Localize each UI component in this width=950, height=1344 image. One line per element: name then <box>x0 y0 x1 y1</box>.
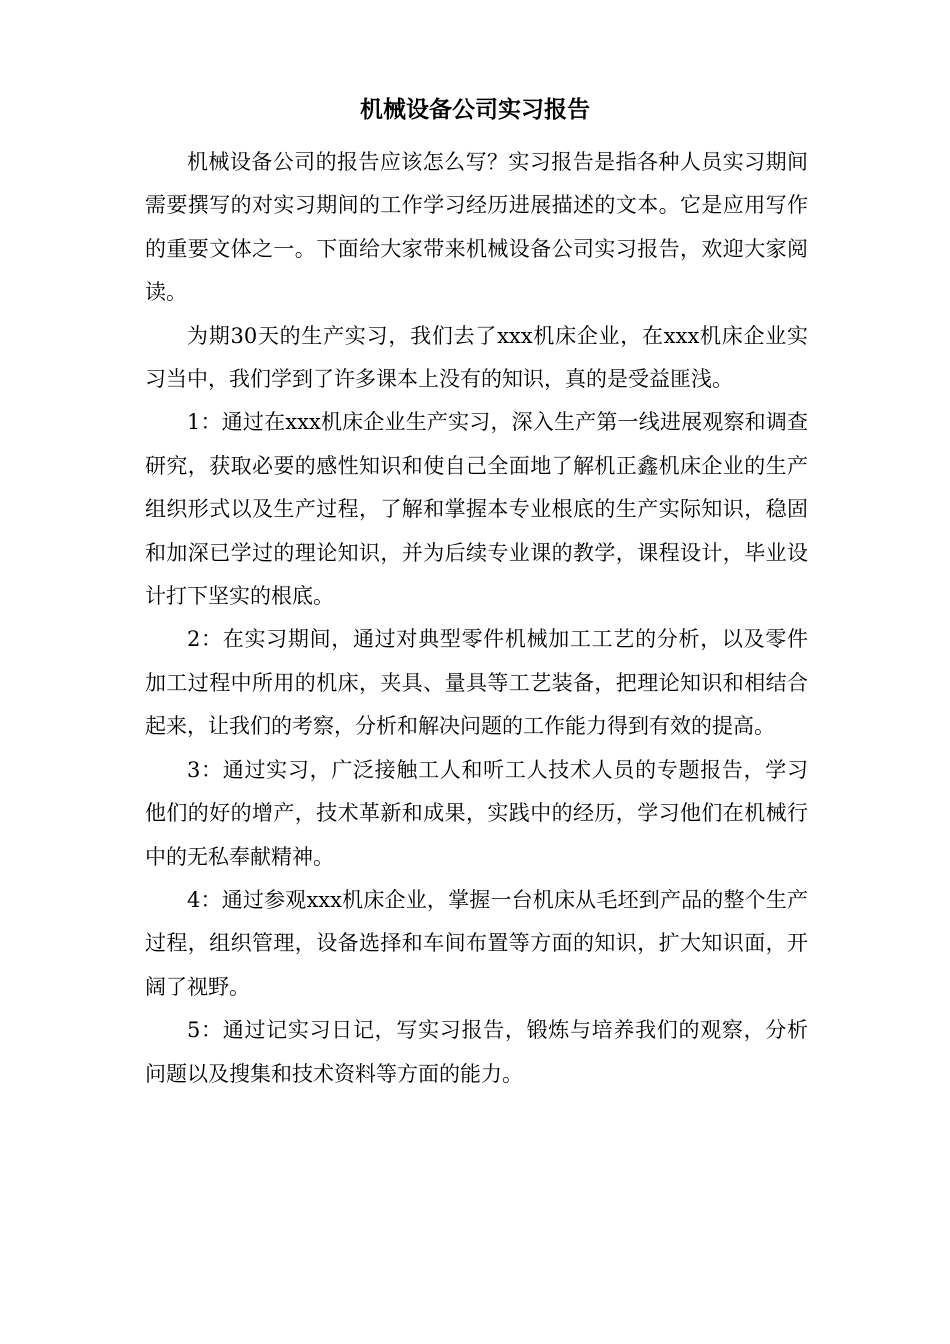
paragraph-point-4: 4：通过参观xxx机床企业，掌握一台机床从毛坯到产品的整个生产过程，组织管理，设备选择和车间布置等方面的知识，扩大知识面，开阔了视野。 <box>145 887 808 999</box>
paragraph-point-3: 3：通过实习，广泛接触工人和听工人技术人员的专题报告，学习他们的好的增产，技术革新和成果，实践中的经历，学习他们在机械行中的无私奉献精神。 <box>145 757 808 869</box>
document-body <box>145 141 808 1096</box>
paragraph-intro: 机械设备公司的报告应该怎么写？实习报告是指各种人员实习期间需要撰写的对实习期间的工作学习经历进展描述的文本。它是应用写作的重要文体之一。下面给大家带来机械设备公司实习报告，欢迎大家阅读。 <box>145 150 808 305</box>
paragraph-point-2: 2：在实习期间，通过对典型零件机械加工工艺的分析，以及零件加工过程中所用的机床，夹具、量具等工艺装备，把理论知识和相结合起来，让我们的考察，分析和解决问题的工作能力得到有效的提高。 <box>145 627 808 739</box>
document-title: 机械设备公司实习报告 <box>360 96 590 123</box>
paragraph-point-5: 5：通过记实习日记，写实习报告，锻炼与培养我们的观察，分析问题以及搜集和技术资料等方面的能力。 <box>145 1018 808 1086</box>
paragraph-overview: 为期30天的生产实习，我们去了xxx机床企业，在xxx机床企业实习当中，我们学到了许多课本上没有的知识，真的是受益匪浅。 <box>145 323 808 392</box>
paragraph-point-1: 1：通过在xxx机床企业生产实习，深入生产第一线进展观察和调查研究，获取必要的感性知识和使自己全面地了解机正鑫机床企业的生产组织形式以及生产过程，了解和掌握本专业根底的生产实际知识，稳固和加深已学过的理论知识，并为后续专业课的教学，课程设计，毕业设计打下坚实的根底。 <box>145 410 808 609</box>
